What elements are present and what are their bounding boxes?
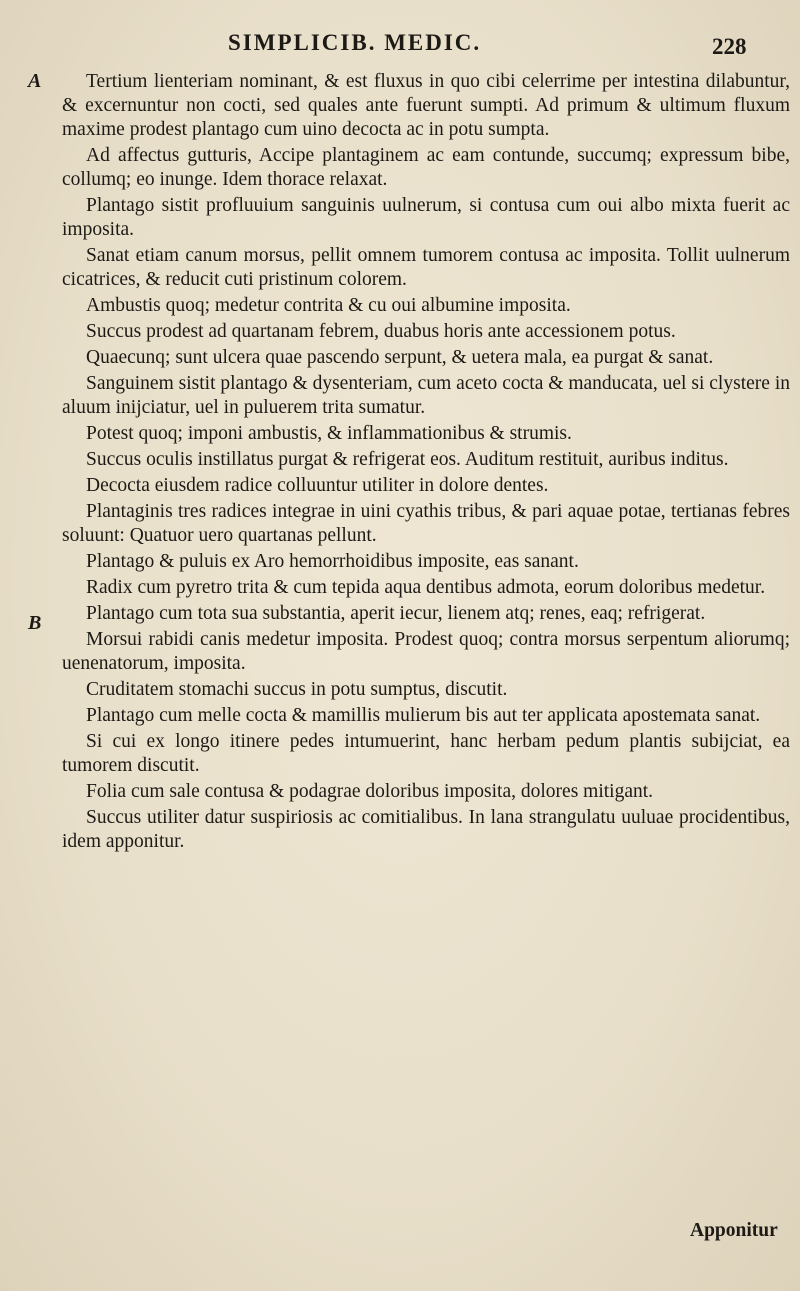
paragraph: Ad affectus gutturis, Accipe plantaginem ac eam contunde, succumq; expressum bibe, collumq; eo inunge. Idem thorace relaxat. (62, 145, 790, 190)
running-head (0, 30, 800, 62)
paragraph: Cruditatem stomachi succus in potu sumptus, discutit. (86, 679, 508, 700)
paragraph: Plantago cum melle cocta & mamillis mulierum bis aut ter applicata apostemata sanat. (86, 705, 761, 726)
paragraph: Radix cum pyretro trita & cum tepida aqua dentibus admota, eorum doloribus medetur. (86, 577, 766, 598)
paragraph: Morsui rabidi canis medetur imposita. Prodest quoq; contra morsus serpentum aliorumq; uenenatorum, imposita. (62, 629, 790, 674)
paragraph: Plantago & puluis ex Aro hemorrhoidibus imposite, eas sanant. (86, 551, 579, 572)
margin-letter-a: A (28, 70, 42, 92)
running-head-title: SIMPLICIB. MEDIC. (228, 30, 482, 55)
catchword: Apponitur (690, 1220, 778, 1241)
paragraph: Ambustis quoq; medetur contrita & cu oui albumine imposita. (86, 295, 571, 316)
margin-letter-b: B (28, 612, 42, 634)
paragraph: Plantago cum tota sua substantia, aperit iecur, lienem atq; renes, eaq; refrigerat. (86, 603, 706, 624)
paragraph: Tertium lienteriam nominant, & est fluxus in quo cibi celerrime per intestina dilabuntur, & excernuntur non cocti, sed quales ante fuerunt sumpti. Ad primum & ultimum fluxum maxime prodest plantago cum uino decocta ac in potu sumpta. (62, 71, 790, 140)
paragraph: Sanguinem sistit plantago & dysenteriam, cum aceto cocta & manducata, uel si clystere in aluum inijciatur, uel in puluerem trita sumatur. (62, 373, 790, 418)
paragraph: Succus utiliter datur suspiriosis ac comitialibus. In lana strangulatu uuluae procidentibus, idem apponitur. (62, 807, 790, 852)
page-number: 228 (712, 34, 747, 59)
body-text (62, 70, 790, 856)
paragraph: Plantago sistit profluuium sanguinis uulnerum, si contusa cum oui albo mixta fuerit ac imposita. (62, 195, 790, 240)
paragraph: Decocta eiusdem radice colluuntur utiliter in dolore dentes. (86, 475, 549, 496)
paragraph: Succus oculis instillatus purgat & refrigerat eos. Auditum restituit, auribus inditus. (86, 449, 729, 470)
paragraph: Si cui ex longo itinere pedes intumuerint, hanc herbam pedum plantis subijciat, ea tumorem discutit. (62, 731, 790, 776)
paragraph: Succus prodest ad quartanam febrem, duabus horis ante accessionem potus. (86, 321, 676, 342)
paragraph: Folia cum sale contusa & podagrae doloribus imposita, dolores mitigant. (86, 781, 654, 802)
paragraph: Sanat etiam canum morsus, pellit omnem tumorem contusa ac imposita. Tollit uulnerum cicatrices, & reducit cuti pristinum colorem. (62, 245, 790, 290)
paragraph: Quaecunq; sunt ulcera quae pascendo serpunt, & uetera mala, ea purgat & sanat. (86, 347, 714, 368)
paragraph: Potest quoq; imponi ambustis, & inflammationibus & strumis. (86, 423, 572, 444)
paragraph: Plantaginis tres radices integrae in uini cyathis tribus, & pari aquae potae, tertianas febres soluunt: Quatuor uero quartanas pellunt. (62, 501, 790, 546)
